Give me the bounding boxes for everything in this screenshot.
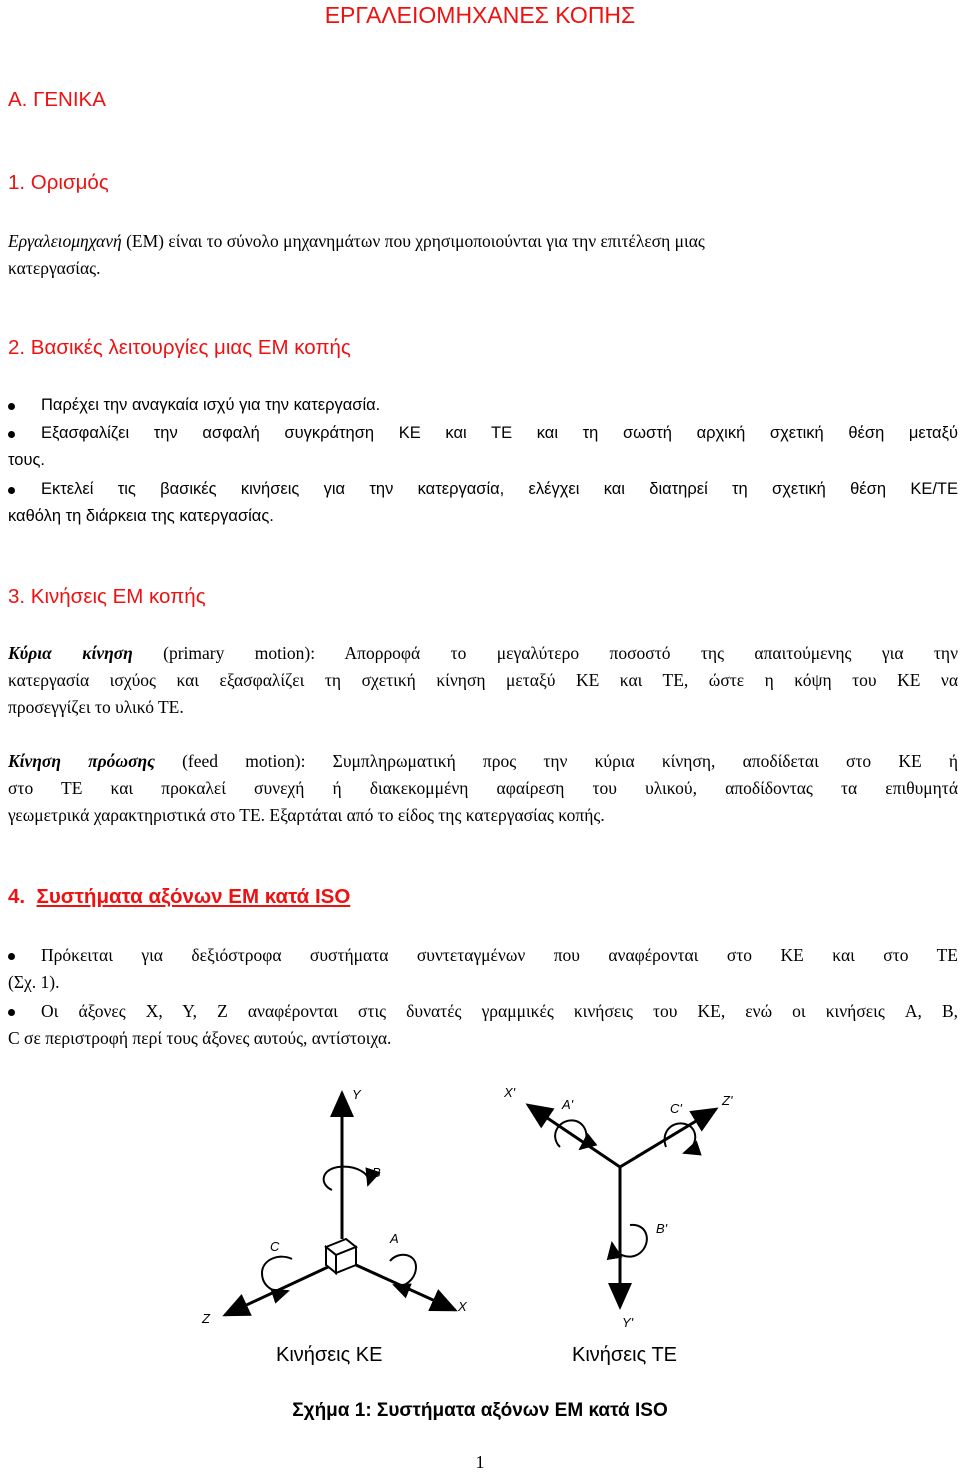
- c-prime-label: C': [670, 1101, 682, 1116]
- y-prime-label: Y': [622, 1315, 634, 1330]
- z-prime-label: Z': [722, 1093, 733, 1108]
- definition-paragraph: [8, 228, 958, 282]
- a-label: A: [390, 1231, 399, 1246]
- list-item: Εκτελεί τις βασικές κινήσεις για την κατεργασία, ελέγχει και διατηρεί τη σχετική θέση ΚΕ/ΤΕ καθόλη τη διάρκεια της κατεργασίας.: [8, 480, 958, 525]
- definition-term: Εργαλειομηχανή: [8, 231, 122, 251]
- bullet-icon: [8, 487, 15, 494]
- x-prime-label: X': [504, 1085, 516, 1100]
- page-number: 1: [475, 1452, 485, 1472]
- section-2-heading: 2. Βασικές λειτουργίες μιας ΕΜ κοπής: [8, 336, 351, 359]
- page-title: ΕΡΓΑΛΕΙΟΜΗΧΑΝΕΣ ΚΟΠΗΣ: [324, 2, 636, 28]
- workpiece-axes-diagram: [490, 1075, 770, 1335]
- feed-motion-paragraph: Κίνηση πρόωσης (feed motion): Συμπληρωματική προς την κύρια κίνηση, αποδίδεται στο ΚΕ ή στο ΤΕ και προκαλεί συνεχή ή διακεκομμένη αφαίρεση του υλικού, αποδίδοντας τα επιθυμητά γεωμετρικά χαρακτηριστικά στο ΤΕ. Εξαρτάται από το είδος της κατεργασίας κοπής.: [8, 751, 958, 825]
- figure-caption: Σχήμα 1: Συστήματα αξόνων ΕΜ κατά ISO: [292, 1400, 668, 1421]
- rotation-b-prime-arrow: [612, 1225, 647, 1257]
- x-label: X: [458, 1299, 467, 1314]
- bullet-icon: [8, 953, 15, 960]
- section-4-heading: 4. Συστήματα αξόνων ΕΜ κατά ISO: [8, 885, 351, 908]
- c-label: C: [270, 1239, 280, 1254]
- bullet-icon: [8, 431, 15, 438]
- z-label: Z: [202, 1311, 210, 1326]
- x-prime-axis: [528, 1105, 620, 1167]
- tool-axes-diagram: [180, 1075, 500, 1335]
- list-item: Οι άξονες X, Y, Z αναφέρονται στις δυνατές γραμμικές κινήσεις του ΚΕ, ενώ οι κινήσεις A, B, C σε περιστροφή περί τους άξονες αυτούς, αντίστοιχα.: [8, 1001, 958, 1048]
- bullet-icon: [8, 1009, 15, 1016]
- b-prime-label: B': [656, 1221, 668, 1236]
- list-item: Πρόκειται για δεξιόστροφα συστήματα συντεταγμένων που αναφέρονται στο ΚΕ και στο ΤΕ (Σχ. 1).: [8, 945, 958, 992]
- section-3-heading: 3. Κινήσεις ΕΜ κοπής: [8, 585, 206, 608]
- y-label: Y: [352, 1087, 361, 1102]
- list-item: Παρέχει την αναγκαία ισχύ για την κατεργασία.: [8, 392, 958, 419]
- list-item: Εξασφαλίζει την ασφαλή συγκράτηση ΚΕ και ΤΕ και τη σωστή αρχική σχετική θέση μεταξύ τους.: [8, 424, 958, 469]
- bullet-icon: [8, 403, 15, 410]
- tool-motions-caption: Κινήσεις ΚΕ: [276, 1344, 383, 1366]
- a-prime-label: A': [562, 1097, 574, 1112]
- x-axis: [356, 1265, 455, 1310]
- rotation-b-arrow: [324, 1167, 369, 1190]
- z-prime-axis: [620, 1109, 716, 1167]
- section-a-heading: Α. ΓΕΝΙΚΑ: [8, 88, 106, 111]
- origin-cube: [326, 1239, 356, 1273]
- section-1-heading: 1. Ορισμός: [8, 171, 109, 194]
- primary-motion-paragraph: Κύρια κίνηση (primary motion): Απορροφά το μεγαλύτερο ποσοστό της απαιτούμενης για την κατεργασία ισχύος και εξασφαλίζει τη σχετική κίνηση μεταξύ ΚΕ και ΤΕ, ώστε η κόψη του ΚΕ να προσεγγίζει το υλικό ΤΕ.: [8, 643, 958, 717]
- definition-text: (ΕΜ) είναι το σύνολο μηχανημάτων που χρησιμοποιούνται για την επιτέλεση μιας: [121, 231, 705, 251]
- b-label: B: [372, 1165, 381, 1180]
- definition-text-2: κατεργασίας.: [8, 258, 101, 278]
- workpiece-motions-caption: Κινήσεις ΤΕ: [572, 1344, 677, 1366]
